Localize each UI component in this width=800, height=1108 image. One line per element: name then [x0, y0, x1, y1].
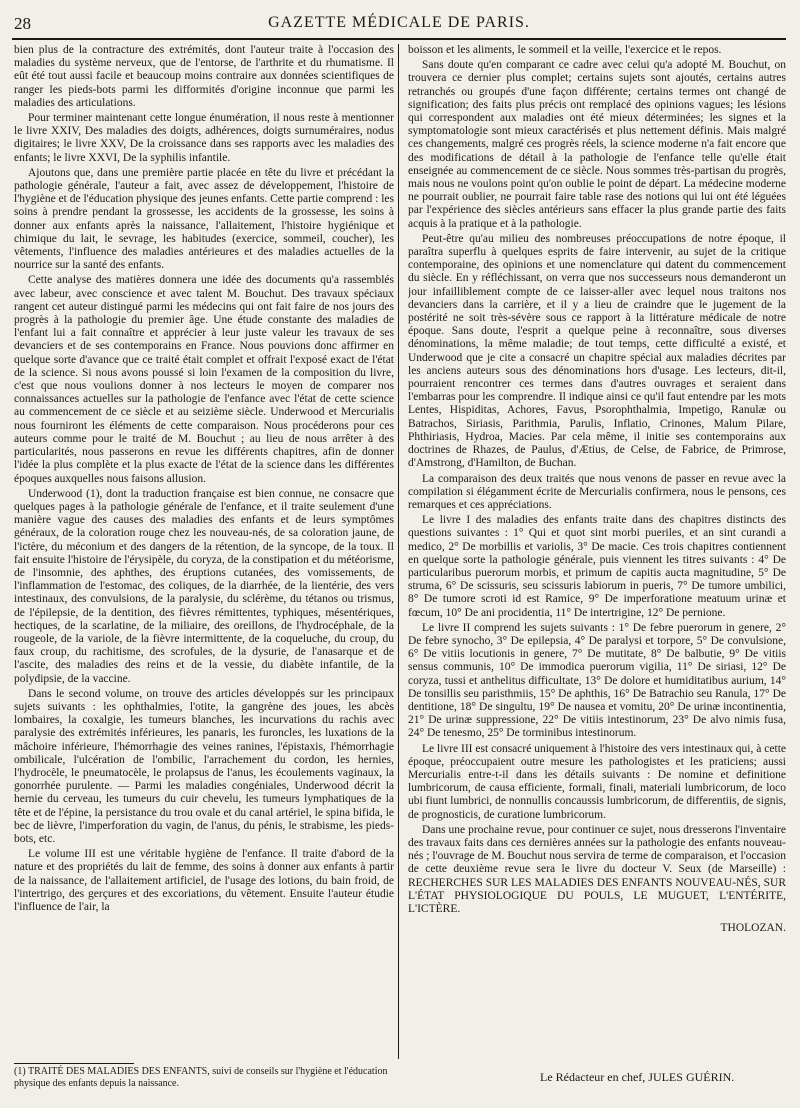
paragraph: Pour terminer maintenant cette longue énumération, il nous reste à mentionner le livre XXIV, Des maladies des doigts, adhérences, doigts surnuméraires, nodus digitaires; le livre XXV, De la croissance dans ses rapports avec les maladies des enfants; le livre XXVI, De la syphilis infantile.	[14, 112, 394, 164]
paragraph: Cette analyse des matières donnera une idée des documents qu'a rassemblés avec labeur, avec conscience et avec talent M. Bouchut. Des travaux spéciaux rangent cet auteur distingué parmi les médecins qui ont fait faire de nos jours des progrès à la pathologie du premier âge. Une étude constante des maladies de l'enfant lui a fait connaître et apprécier à leur juste valeur les travaux de ses devanciers et de ses contemporains en France. Nous pouvions donc affirmer en quelque sorte d'avance que ce traité était complet et offrait l'exposé exact de l'état de la science. Si nous avons poussé si loin l'examen de la composition du livre, c'est que nous voulions donner à nos lecteurs le moyen de comparer nos connaissances actuelles sur la pathologie de l'enfance avec l'état de cette science au commencement de ce siècle et au seizième siècle. Underwood et Mercurialis nous fourniront les éléments de cette comparaison. Nous procéderons pour ces auteurs comme pour le traité de M. Bouchut ; au lieu de nous arrêter à des particularités, nous passerons en revue les différents chapitres, afin de donner l'idée la plus complète et la plus exacte de l'état de la science dans les différentes époques auxquelles nous faisons allusion.	[14, 274, 394, 485]
paragraph: Peut-être qu'au milieu des nombreuses préoccupations de notre époque, il paraîtra superflu à quelques esprits de faire intervenir, au sujet de la critique contemporaine, des opinions et une nomenclature qui datent du commencement du siècle. En y réfléchissant, on verra que nos successeurs nous demanderont un jour infailliblement compte de ce laisser-aller avec lequel nous traitons nos devanciers dans la carrière, et il y a lieu de craindre que le jugement de la postérité ne soit très-sévère sous ce rapport à la littérature médicale de notre époque. Sans doute, l'esprit a quelque peine à reconnaître, sous diverses dénominations, la même maladie; de tout temps, cette difficulté a existé, et Underwood que je cite a consacré un chapitre spécial aux maladies décrites par les anciens auteurs sous des dénominations hors d'usage. Les lecteurs, dit-il, pourraient rencontrer ces termes dans d'autres ouvrages et seraient dans l'embarras pour les comprendre. Il indique ainsi ce qu'il faut entendre par les mots Lentes, Hispiditas, Achores, Favus, Psorophthalmia, Impetigo, Ranulæ ou Batrachos, Siriasis, Parithmia, Parulis, Inflatio, Crinones, Malum Pilare, Phthiriasis, Hydroa, Macies. Par cela même, il initie ses contemporains aux doctrines de Rhazes, de Paulus, d'Ætius, de Celse, de Fabrice, de Primrose, d'Amstrong, d'Hamilton, de Buchan.	[408, 232, 786, 470]
paragraph: Le livre I des maladies des enfants traite dans des chapitres distincts des questions suivantes : 1° Qui et quot sint morbi pueriles, et an sint curandi a medico, 2° De morbillis et variolis, 3° De macie. Ces trois chapitres contiennent en quelque sorte la pathologie générale, puis viennent les titres suivants : 4° De particularibus puerorum morbis, et primum de capitis aucta magnitudine, 5° De struma, 6° De scissuris, seu scissuris labiorum in pueris, 7° De tumore umbilici, 8° De tumore scroti id est Ramice, 9° De imperforatione meatuum urinæ et fœcum, 10° De ani procidentia, 11° De intertrigine, 12° De pernione.	[408, 514, 786, 619]
paragraph: Le livre II comprend les sujets suivants : 1° De febre puerorum in genere, 2° De febre synocho, 3° De epilepsia, 4° De paralysi et torpore, 5° De convulsione, 6° De vitiis locutionis in genere, 7° De mutitate, 8° De balbutie, 9° De vitiis sensus communis, 10° De immodica puerorum vigilia, 11° De siriasi, 12° De coryza, tussi et anthelitus difficultate, 13° De dolore et humiditatibus aurium, 14° De tonsillis seu paristhmiis, 15° De aphthis, 16° De Batrachio seu Ranula, 17° De dentitione, 18° De singultu, 19° De nausea et vomitu, 20° De urinæ incontinentia, 21° De urinæ suppressione, 22° De vitiis intestinorum, 23° De alvo nimis fusa, 24° De tenesmo, 25° De torminibus intestinorum.	[408, 621, 786, 740]
left-column	[14, 44, 394, 1059]
paragraph: Le volume III est une véritable hygiène de l'enfance. Il traite d'abord de la nature et des propriétés du lait de femme, des soins à donner aux enfants à partir de la naissance, de l'allaitement artificiel, de l'usage des lotions, du bain froid, de l'intertrigo, des gerçures et des excoriations, du vêtement. Ensuite l'auteur étudie l'influence de l'air, la	[14, 848, 394, 913]
footnote-divider	[14, 1063, 134, 1064]
paragraph: Dans le second volume, on trouve des articles développés sur les principaux sujets suivants : les ophthalmies, l'otite, la gangrène des joues, les abcès lombaires, la coxalgie, les tumeurs blanches, les incurvations du rachis avec paralysie des extrémités inférieures, les panaris, les furoncles, les luxations de la mâchoire inférieure, l'hémorrhagie des veines ranines, l'épistaxis, l'hémorrhagie ombilicale, l'ulcération de l'ombilic, l'arrachement du cordon, les hernies, l'hydrocèle, le pneumatocèle, le prolapsus de l'anus, les écoulements vaginaux, la gonorrhée purulente. — Parmi les maladies congéniales, Underwood décrit la hernie du cerveau, les tumeurs du cuir chevelu, les tumeurs lymphatiques de la tête et de l'épine, la persistance du trou ovale et du canal artériel, le spina bifida, le bec de lièvre, l'imperforation du vagin, de l'anus, du pénis, le strabisme, les pieds-bots, etc.	[14, 687, 394, 845]
paragraph: Dans une prochaine revue, pour continuer ce sujet, nous dresserons l'inventaire des travaux faits dans ces dernières années sur la pathologie des enfants nouveau-nés ; l'ouvrage de M. Bouchut nous servira de terme de comparaison, et l'occasion de cette deuxième revue sera le livre du docteur V. Seux (de Marseille) : RECHERCHES SUR LES MALADIES DES ENFANTS NOUVEAU-NÉS, SUR L'ÉTAT PHYSIOLOGIQUE DU POULS, LE MUGUET, L'ENTÉRITE, L'ICTÈRE.	[408, 823, 786, 915]
paragraph: Sans doute qu'en comparant ce cadre avec celui qu'a adopté M. Bouchut, on trouvera ce dernier plus complet; certains sujets sont ajoutés, certains autres retranchés ou groupés d'une façon différente; certains termes ont changé de signification; des faits plus précis ont remplacé des opinions vagues; les lésions qui correspondent aux maladies ont été mieux déterminées; les signes et la symptomatologie sont mieux caractérisés et plus nettement définis. Mais malgré ces changements, malgré ces progrès réels, la science moderne n'a fait encore que des modifications de détail à la pathologie de l'enfance telle qu'elle était enseignée au commencement de ce siècle. Nous sommes très-partisan du progrès, mais nous ne voulons point qu'on oublie le point de départ. La médecine moderne ne pourrait oublier, ne pourrait faire table rase des notions qui lui ont été léguées par l'expérience des siècles antérieurs sans effacer la plus grande partie des faits acquis à la pratique et à la pathologie.	[408, 59, 786, 230]
paragraph: Underwood (1), dont la traduction française est bien connue, ne consacre que quelques pages à la pathologie générale de l'enfance, et il traite seulement d'une manière vague des causes des maladies des enfants et de leurs symptômes généraux, de la coloration rouge chez les nouveau-nés, de sa coloration jaune, de l'ictère, du méconium et des dangers de la rétention, de la syncope, de la toux. Il fait ensuite l'histoire de l'érysipèle, du coryza, de la constipation et du météorisme, de l'insomnie, des aphthes, des éruptions cutanées, des vomissements, de l'inflammation de l'estomac, des coliques, de la diarrhée, de la lientérie, des vers intestinaux, des convulsions, de la paralysie, du sclérème, du tétanos ou trismus, de l'épilepsie, de la dentition, des fièvres rémittentes, typhiques, mésentériques, hectiques, de la scarlatine, de la miliaire, des oreillons, de l'hydrocéphale, de la rougeole, de la variole, de la fièvre intermittente, de la coqueluche, du croup, du faux croup, du rachitisme, des scrofules, de la dysurie, de l'anasarque et de l'ascite, des maladies des reins et de la vessie, du diabète infantile, de la polydipsie, de la vaccine.	[14, 487, 394, 685]
paragraph: Ajoutons que, dans une première partie placée en tête du livre et précédant la pathologie générale, l'auteur a fait, avec assez de développement, l'histoire de l'hygiène et de l'éducation physique des jeunes enfants. Cette partie comprend : les soins à prendre pendant la grossesse, les accidents de la grossesse, les soins à donner aux enfants après la naissance, l'allaitement, l'histoire hygiénique et chimique du lait, le sevrage, les habitudes (exercice, sommeil, coucher), les vêtements, l'influence des maladies antérieures et des maladies actuelles de la nourrice sur la santé des enfants.	[14, 166, 394, 272]
paragraph: Le livre III est consacré uniquement à l'histoire des vers intestinaux qui, à cette époque, préoccupaient outre mesure les pathologistes et les praticiens; aussi Mercurialis entre-t-il dans les détails suivants : De nomine et definitione lumbricorum, de causa efficiente, formali, finali, materiali lumbricorum, de loco ubi fiunt lumbrici, de nonnullis concaussis lumbricorum, de differentiis, de signis, de prognosticis, de curatione lumbricorum.	[408, 742, 786, 821]
paragraph: La comparaison des deux traités que nous venons de passer en revue avec la compilation si élégamment écrite de Mercurialis confirmera, nous le pensons, ces remarques et ces appréciations.	[408, 472, 786, 511]
editor-credit: Le Rédacteur en chef, JULES GUÉRIN.	[540, 1070, 735, 1084]
page-number: 28	[14, 14, 31, 33]
running-title: GAZETTE MÉDICALE DE PARIS.	[268, 14, 530, 31]
paragraph: boisson et les aliments, le sommeil et la veille, l'exercice et le repos.	[408, 44, 722, 56]
paragraph: bien plus de la contracture des extrémités, dont l'auteur traite à l'occasion des maladies du système nerveux, que de l'entorse, de l'arthrite et du rhumatisme. Il eût été tout aussi facile et beaucoup moins contraire aux données scientifiques de ranger les pieds-bots parmi les difformités d'origine inconnue que parmi les maladies des articulations.	[14, 44, 394, 109]
column-divider	[398, 44, 399, 1059]
footnote: (1) TRAITÉ DES MALADIES DES ENFANTS, suivi de conseils sur l'hygiène et l'éducation physique des enfants depuis la naissance.	[14, 1066, 388, 1089]
page-header	[12, 14, 786, 40]
right-column	[408, 44, 786, 1059]
author-signature: THOLOZAN.	[720, 922, 786, 935]
